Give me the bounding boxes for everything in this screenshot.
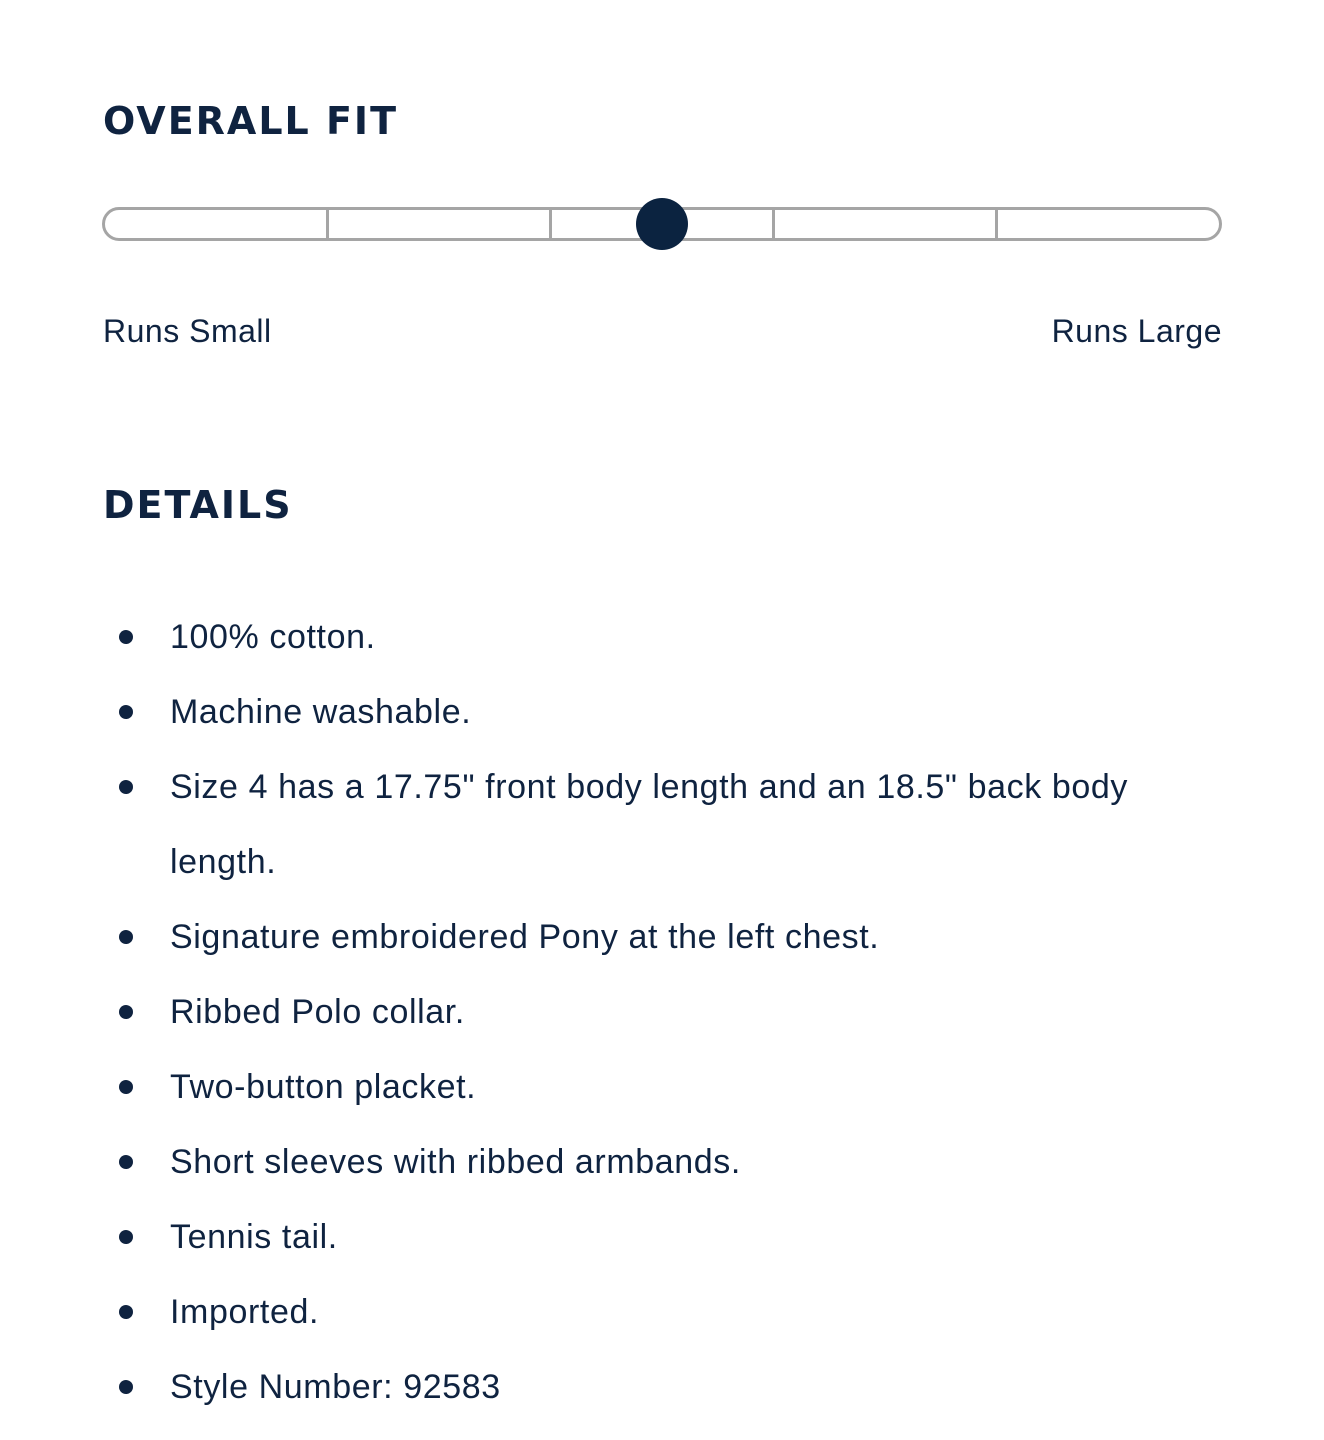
detail-item xyxy=(0,1125,1324,1200)
bullet-icon xyxy=(119,1155,133,1169)
detail-text: Two-button placket. xyxy=(170,1068,477,1106)
bullet-icon xyxy=(119,1305,133,1319)
detail-item xyxy=(0,750,1324,900)
bullet-icon xyxy=(119,1005,133,1019)
bullet-icon xyxy=(119,780,133,794)
bullet-icon xyxy=(119,705,133,719)
detail-item xyxy=(0,1350,1324,1425)
bullet-icon xyxy=(119,1380,133,1394)
fit-scale-track xyxy=(102,207,1222,241)
detail-text: Short sleeves with ribbed armbands. xyxy=(170,1143,741,1181)
details-heading: DETAILS xyxy=(103,483,293,527)
bullet-icon xyxy=(119,630,133,644)
fit-scale-tick xyxy=(549,210,552,238)
detail-item xyxy=(0,1275,1324,1350)
bullet-icon xyxy=(119,930,133,944)
detail-item xyxy=(0,900,1324,975)
detail-text: Machine washable. xyxy=(170,693,472,731)
details-list xyxy=(0,600,1324,1425)
detail-text: Size 4 has a 17.75" front body length and an 18.5" back body length. xyxy=(170,768,1129,881)
detail-item xyxy=(0,1200,1324,1275)
bullet-icon xyxy=(119,1080,133,1094)
detail-text: Ribbed Polo collar. xyxy=(170,993,465,1031)
detail-item xyxy=(0,675,1324,750)
fit-scale-tick xyxy=(772,210,775,238)
fit-scale-indicator xyxy=(636,198,688,250)
overall-fit-heading: OVERALL FIT xyxy=(103,99,398,143)
runs-large-label: Runs Large xyxy=(1051,313,1222,349)
detail-text: Style Number: 92583 xyxy=(170,1368,501,1406)
detail-text: 100% cotton. xyxy=(170,618,376,656)
fit-scale-tick xyxy=(326,210,329,238)
detail-item xyxy=(0,975,1324,1050)
detail-text: Tennis tail. xyxy=(170,1218,338,1256)
bullet-icon xyxy=(119,1230,133,1244)
runs-small-label: Runs Small xyxy=(103,313,272,349)
detail-text: Imported. xyxy=(170,1293,320,1331)
detail-item xyxy=(0,1050,1324,1125)
detail-text: Signature embroidered Pony at the left chest. xyxy=(170,918,880,956)
fit-scale-tick xyxy=(995,210,998,238)
detail-item xyxy=(0,600,1324,675)
